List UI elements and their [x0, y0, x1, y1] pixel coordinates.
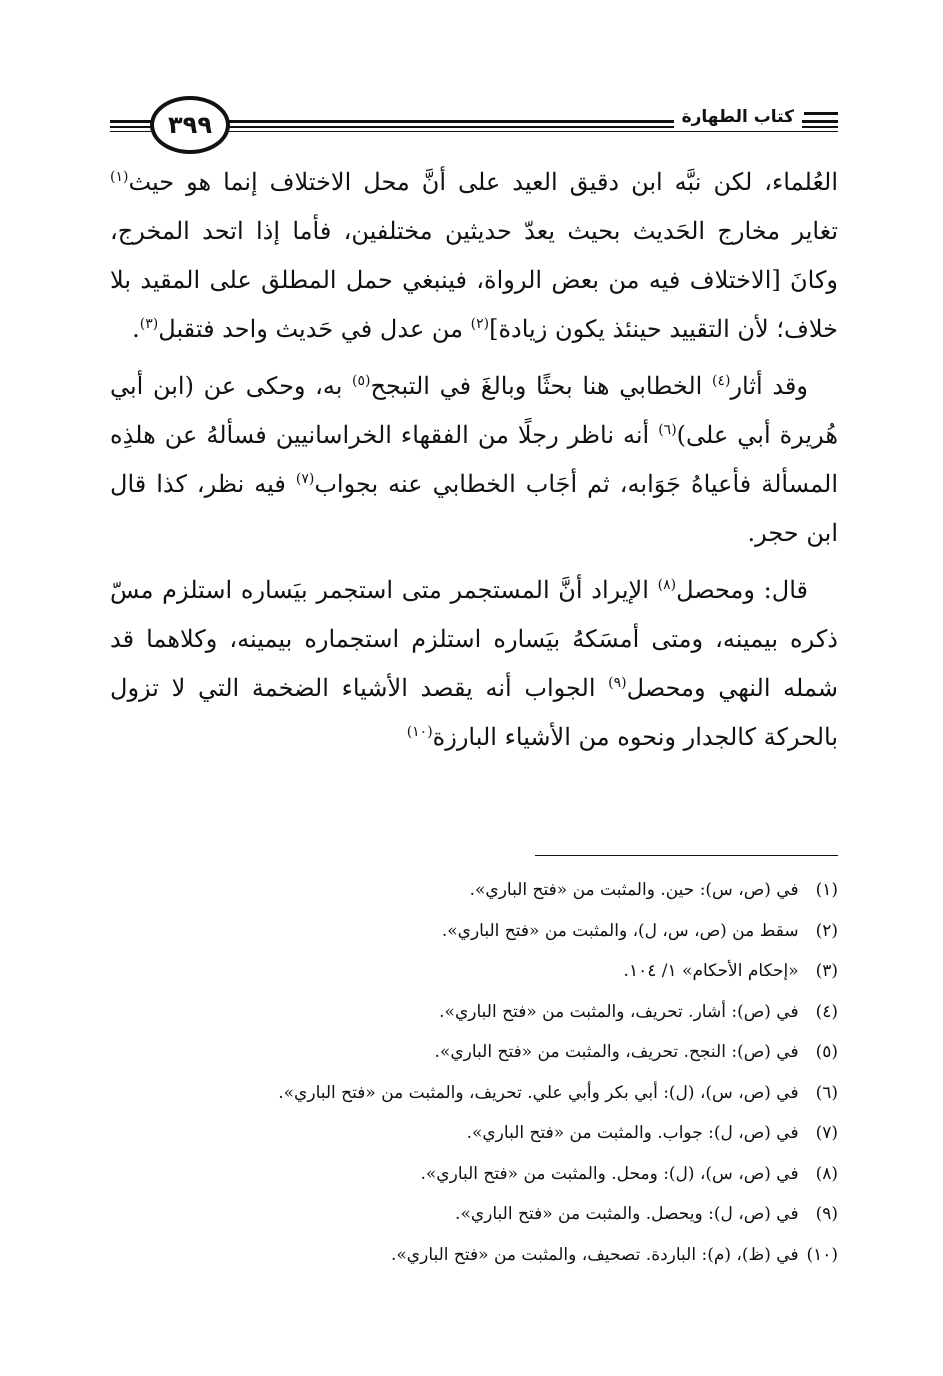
footnote-item [110, 1194, 838, 1235]
footnote-number: (٦) [815, 1082, 838, 1103]
footnote-text: في (ص): أشار. تحريف، والمثبت من «فتح الباري». [439, 1001, 804, 1022]
footnote-number: (١) [815, 880, 838, 900]
header-dash [804, 112, 838, 115]
paragraph [110, 158, 838, 354]
footnote-number: (٤) [815, 1001, 838, 1022]
page-number-badge [150, 96, 230, 154]
footnote-text: في (ص، ل): ويحصل. والمثبت من «فتح الباري». [455, 1204, 804, 1224]
footnote-item [110, 1113, 838, 1154]
footnote-number: (٥) [815, 1042, 838, 1062]
footnote-marker: (٢) [470, 316, 490, 332]
text-run: تغاير مخارج الحَديث بحيث يعدّ حديثين مختلفين، فأما إذا اتحد المخرج، وكانَ [الاختلاف فيه من بعض الرواة، فينبغي حمل المطلق على المقيد بلا خلاف؛ لأن التقييد حينئذ يكون زيادة] [110, 217, 838, 343]
chapter-title: كتاب الطهارة [674, 104, 802, 130]
footnote-item [110, 911, 838, 952]
footnote-number: (٩) [815, 1204, 838, 1224]
footnote-text: في (ظ)، (م): الباردة. تصحيف، والمثبت من «فتح الباري». [391, 1244, 804, 1265]
footnote-item [110, 992, 838, 1033]
paragraph [110, 362, 838, 558]
text-run: أنه ناظر رجلًا من الفقهاء الخراسانيين فسألهُ عن هلذِه المسألة فأعياهُ جَوَابه، ثم أجَاب الخطابي عنه بجواب [110, 421, 838, 498]
footnote-number: (٢) [815, 920, 838, 941]
footnote-marker: (٦) [658, 422, 677, 438]
footnote-item [110, 1073, 838, 1114]
footnote-text: في (ص، س)، (ل): ومحل. والمثبت من «فتح الباري». [420, 1163, 804, 1184]
footnote-item [110, 1154, 838, 1195]
text-run: فيه نظر، كذا قال ابن حجر. [110, 470, 838, 547]
paragraph [110, 566, 838, 762]
text-run: به، وحكى عن (ابن أبي هُريرة أبي على) [110, 372, 839, 449]
footnote-marker: (٨) [657, 577, 677, 593]
footnote-text: في (ص، ل): جواب. والمثبت من «فتح الباري». [466, 1123, 804, 1143]
footnote-number: (٨) [815, 1163, 838, 1184]
footnotes [110, 870, 838, 1275]
footnote-marker: (٧) [295, 471, 315, 487]
footnote-marker: (٥) [352, 373, 371, 389]
text-run: قال: ومحصل [676, 576, 808, 604]
footnote-item [110, 870, 838, 911]
footnote-item [110, 1235, 838, 1276]
text-run: الإيراد أنَّ المستجمر متى استجمر بيَساره استلزم مسّ ذكره بيمينه، ومتى أمسَكهُ بيَساره استلزم استجماره بيمينه، وكلاهما قد شمله النهي ومحصل [110, 576, 838, 702]
text-run: الجواب أنه يقصد الأشياء الضخمة التي لا تزول بالحركة كالجدار ونحوه من الأشياء البارزة [110, 674, 838, 751]
footnote-number: (٣) [815, 961, 838, 981]
footnote-number: (١٠) [806, 1244, 838, 1265]
main-text [110, 158, 838, 762]
footnote-marker: (٤) [711, 373, 731, 389]
footnote-marker: (٩) [608, 675, 627, 691]
footnote-text: في (ص، س): حين. والمثبت من «فتح الباري». [469, 880, 804, 900]
footnote-text: «إحكام الأحكام» ١/ ١٠٤. [623, 961, 804, 981]
text-run: العُلماء، لكن نبَّه ابن دقيق العيد على أنَّ محل الاختلاف إنما هو حيث [128, 168, 838, 196]
footnote-separator [535, 855, 838, 856]
footnote-marker: (٣) [139, 316, 159, 332]
text-run: وقد أثار [730, 372, 808, 400]
page-number: ٣٩٩ [168, 111, 212, 139]
text-run: . [132, 315, 140, 343]
footnote-item [110, 1032, 838, 1073]
footnote-marker: (١) [110, 169, 129, 185]
footnote-text: سقط من (ص، س، ل)، والمثبت من «فتح الباري». [441, 920, 804, 941]
footnote-text: في (ص، س)، (ل): أبي بكر وأبي علي. تحريف، والمثبت من «فتح الباري». [278, 1082, 804, 1103]
footnote-marker: (١٠) [406, 724, 433, 740]
footnote-item [110, 951, 838, 992]
text-run: الخطابي هنا بحثًا وبالغَ في التبجح [370, 372, 712, 400]
text-run: من عدل في حَديث واحد فتقبل [158, 315, 471, 343]
page-header [110, 98, 838, 158]
footnote-text: في (ص): النجح. تحريف، والمثبت من «فتح الباري». [434, 1042, 804, 1062]
footnote-number: (٧) [815, 1123, 838, 1143]
